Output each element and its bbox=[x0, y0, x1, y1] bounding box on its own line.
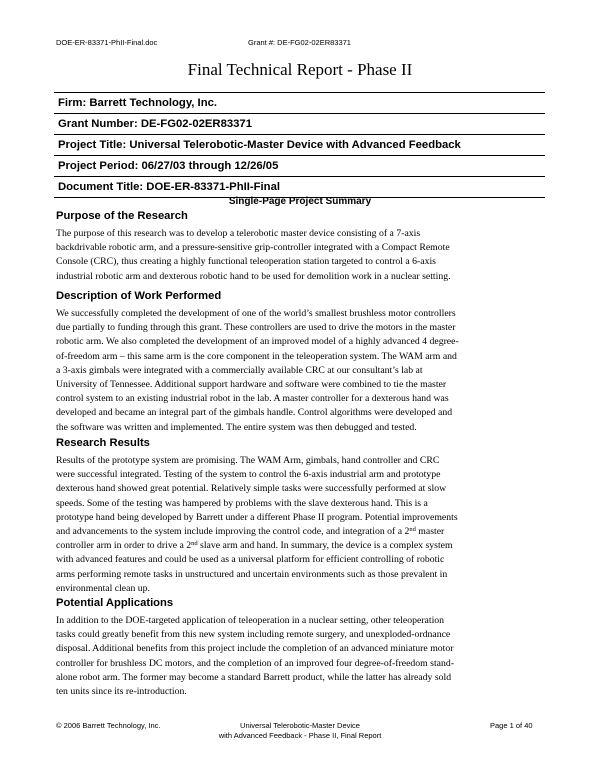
text-fragment: controller arm in order to drive a 2 bbox=[56, 540, 192, 552]
text-line bbox=[56, 539, 548, 553]
summary-title: Single-Page Project Summary bbox=[228, 196, 372, 207]
results-paragraph bbox=[56, 454, 548, 596]
text-line: disposal. Additional benefits from this project include the completion of an advanced miniature motor bbox=[56, 643, 454, 655]
text-line: We successfully completed the development of one of the world’s smallest brushless motor controllers bbox=[56, 308, 456, 319]
project-period-row: Project Period: 06/27/03 through 12/26/05 bbox=[54, 156, 545, 177]
text-line: tasks could greatly benefit from this new system including remote surgery, and unexploded-ordnance bbox=[56, 629, 451, 641]
text-line: arms performing remote tasks in unstructured and uncertain environments such as those prevalent in bbox=[56, 568, 448, 580]
project-title-row: Project Title: Universal Telerobotic-Master Device with Advanced Feedback bbox=[54, 135, 545, 156]
text-line: backdrivable robotic arm, and a pressure-sensitive grip-controller integrated with a Compact Remote bbox=[56, 242, 450, 254]
text-line: dexterous hand showed great potential. Relatively simple tasks were successfully performed at slow bbox=[56, 483, 447, 495]
text-line: were successful integrated. Testing of the system to control the 6-axis industrial arm and prototype bbox=[56, 469, 441, 481]
text-line: University of Tennessee. Additional support hardware and software were combined to tie the master bbox=[56, 379, 447, 391]
applications-paragraph bbox=[56, 614, 548, 699]
text-line: with advanced features and could be used as a universal platform for efficient controlling of robotic bbox=[56, 554, 445, 566]
text-line: ten units since its re-introduction. bbox=[56, 686, 187, 698]
text-line: The purpose of this research was to develop a telerobotic master device consisting of a 7-axis bbox=[56, 228, 421, 239]
text-line: a 3-axis gimbals were integrated with a commercially available CRC at our consultant’s lab at bbox=[56, 364, 423, 376]
purpose-heading: Purpose of the Research bbox=[56, 210, 188, 222]
superscript-nd: nd bbox=[191, 540, 198, 548]
report-title: Final Technical Report - Phase II bbox=[187, 60, 413, 79]
text-line: speeds. Some of the testing was hampered by problems with the slave dexterous hand. This is a bbox=[56, 497, 428, 509]
text-line: industrial robotic arm and dexterous robotic hand to be used for demolition work in a nuclear setting. bbox=[56, 270, 451, 282]
text-fragment: master bbox=[415, 526, 445, 538]
project-info-table bbox=[54, 92, 545, 198]
text-fragment: slave arm and hand. In summary, the device is a complex system bbox=[197, 540, 453, 552]
page-number: Page 1 of 40 bbox=[490, 721, 533, 730]
text-line: prototype hand being developed by Barrett under a different Phase II program. Potential improvements bbox=[56, 511, 458, 523]
running-header-grant: Grant #: DE-FG02-02ER83371 bbox=[248, 38, 351, 47]
superscript-nd: nd bbox=[409, 526, 416, 534]
text-line: Console (CRC), thus creating a highly functional teleoperation station targeted to control a 6-axis bbox=[56, 256, 436, 268]
text-line: due partially to funding through this grant. These controllers are used to drive the motors in the master bbox=[56, 322, 456, 334]
footer-line: Universal Telerobotic-Master Device bbox=[240, 721, 360, 730]
text-line: robotic arm. We also completed the development of an improved model of a highly advanced 4 degree- bbox=[56, 336, 459, 348]
document-title-row: Document Title: DOE-ER-83371-PhII-Final bbox=[54, 177, 545, 198]
text-line: the software was written and implemented. The entire system was then debugged and tested. bbox=[56, 421, 417, 433]
purpose-paragraph bbox=[56, 227, 548, 284]
text-line: control system to an existing industrial robot in the lab. A master controller for a dexterous hand was bbox=[56, 393, 449, 405]
applications-heading: Potential Applications bbox=[56, 597, 174, 609]
text-line: controller for brushless DC motors, and the completion of an improved four degree-of-freedom stand- bbox=[56, 657, 455, 669]
text-line: Results of the prototype system are promising. The WAM Arm, gimbals, hand controller and CRC bbox=[56, 455, 440, 466]
running-header-filename: DOE-ER-83371-PhII-Final.doc bbox=[56, 38, 158, 47]
text-fragment: and advancements to the system include improving the control code, and integration of a 2 bbox=[56, 526, 410, 538]
footer-line: with Advanced Feedback - Phase II, Final Report bbox=[218, 731, 382, 740]
firm-row: Firm: Barrett Technology, Inc. bbox=[54, 93, 545, 114]
text-line bbox=[56, 525, 548, 539]
footer-document-name bbox=[200, 721, 400, 741]
work-heading: Description of Work Performed bbox=[56, 290, 222, 302]
work-paragraph bbox=[56, 307, 548, 435]
grant-number-row: Grant Number: DE-FG02-02ER83371 bbox=[54, 114, 545, 135]
text-line: environmental clean up. bbox=[56, 582, 150, 594]
text-line: alone robot arm. The former may become a standard Barrett product, while the latter has already sold bbox=[56, 671, 452, 683]
text-line: developed and became an integral part of the gimbals handle. Control algorithms were developed and bbox=[56, 407, 453, 419]
footer-copyright: © 2006 Barrett Technology, Inc. bbox=[56, 721, 161, 730]
results-heading: Research Results bbox=[56, 437, 150, 449]
text-line: of-freedom arm – this same arm is the core component in the teleoperation system. The WAM arm and bbox=[56, 350, 457, 362]
text-line: In addition to the DOE-targeted application of teleoperation in a nuclear setting, other teleoperation bbox=[56, 615, 445, 626]
